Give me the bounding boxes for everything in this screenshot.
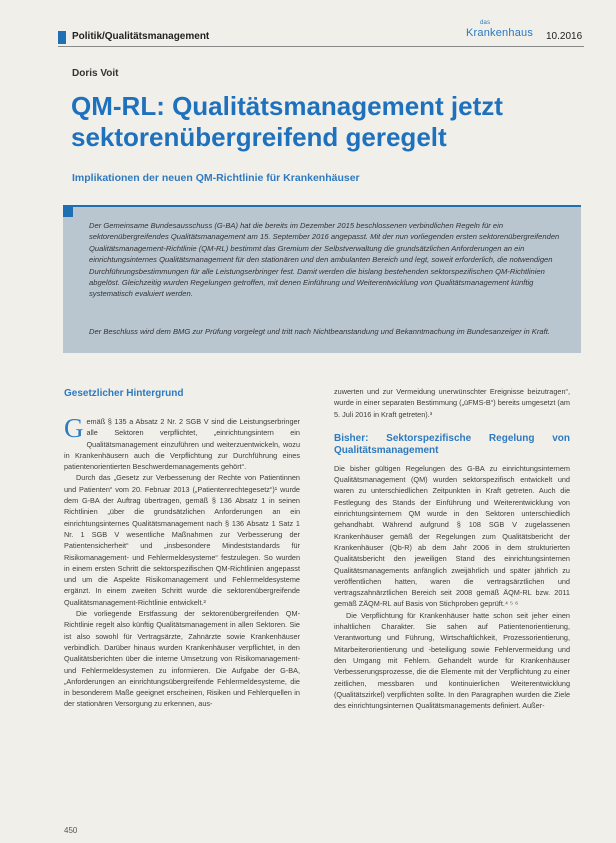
header-divider xyxy=(58,46,584,47)
left-column xyxy=(64,388,300,710)
drop-cap: G xyxy=(64,413,84,443)
body-paragraph: Die bisher gültigen Regelungen des G-BA zu einrichtungsinternem Qualitätsmanagement (QM) wurden sektorspezifisch entwickelt und waren zu unterschiedlichen Zeitpunkten in Kraft getreten. Auch die Festlegung des Stands der Einführung und Weiterentwicklung von einrichtungsinternem QM wurde in den Sektoren unterschiedlich gehandhabt. Während aufgrund § 108 SGB V zugelassenen Krankenhäuser gemäß der Regelungen zum Qualitätsbericht der Krankenhäuser (Qb-R) ab dem Jahr 2006 in dem strukturierten Qualitätsbericht den jeweiligen Stand des einrichtungsinternen Qualitätsmanagements anfänglich zweijährlich und später jährlich zu veröffentlichen hatten, waren die vertragsärztlichen und vertragszahnärztlichen Bereich seit 2008 gemäß ÄQM-RL bzw. 2011 gemäß ZÄQM-RL auf Basis von Stichproben geprüft.⁴ ⁵ ⁶ xyxy=(334,463,570,609)
author-name: Doris Voit xyxy=(72,68,119,79)
page-number: 450 xyxy=(64,826,78,835)
article-title: QM-RL: Qualitätsmanagement jetzt sektorenübergreifend geregelt xyxy=(71,91,503,152)
abstract-marker xyxy=(63,207,73,217)
section-heading-previous: Bisher: Sektorspezifische Regelung von Qualitätsmanagement xyxy=(334,432,570,456)
body-text: emäß § 135 a Absatz 2 Nr. 2 SGB V sind die Leistungserbringer alle Sektoren verpflichtet, „einrichtungsintern ein Qualitätsmanagement einzuführen und weiterzuentwickeln, wozu in Krankenhäusern auch die Verpflichtung zur Durchführung eines patientenorientierten Beschwerdemanagements gehört“. xyxy=(64,417,300,472)
journal-logo-text: Krankenhaus xyxy=(466,27,534,39)
body-paragraph: Durch das „Gesetz zur Verbesserung der Rechte von Patientinnen und Patienten“ vom 20. Februar 2013 („Patientenrechtegesetz“)¹ wurde dem G-BA der Auftrag übertragen, gemäß § 136 Absatz 1 in seinen Richtlinien „über die grundsätzlichen Anforderungen an ein einrichtungsinternes Qualitätsmanagement nach § 136 Absatz 1 Satz 1 Nr. 1 SGB V wesentliche Maßnahmen zur Verbesserung der Patientensicherheit“ und „insbesondere Mindeststandards für Risikomanagement- und Fehlermeldesysteme“ festzulegen. So wurden in einem ersten Schritt die sektorspezifischen QM-Richtlinien angepasst und um die Aspekte Risikomanagement und Fehlermeldesysteme ergänzt. In einem zweiten Schritt wurde die sektorenübergreifende Qualitätsmanagement-Richtlinie entwickelt.² xyxy=(64,473,300,607)
section-label: Politik/Qualitätsmanagement xyxy=(72,31,210,42)
abstract-paragraph-2: Der Beschluss wird dem BMG zur Prüfung vorgelegt und tritt nach Nichtbeanstandung und Bekanntmachung im Bundesanzeiger in Kraft. xyxy=(89,327,550,336)
journal-logo xyxy=(466,20,534,39)
journal-logo-prefix: das xyxy=(480,20,491,26)
section-marker xyxy=(58,31,66,44)
section-heading-background: Gesetzlicher Hintergrund xyxy=(64,388,184,399)
body-paragraph: Die Verpflichtung für Krankenhäuser hatte schon seit jeher einen inhaltlichen Charakter. Sie sahen auf Patientenorientierung, Verantwortung und Führung, Wirtschaftlichkeit, Prozessorientierung, Mitarbeiterorientierung und -beteiligung sowie Fehlervermeidung und den Umgang mit Fehlern. Gehandelt wurde für Krankenhäuser Verbesserungsprozesse, die die Elemente mit der Verpflichtung zu einer zeitlichen, messbaren und kontinuierlichen Weiterentwicklung (Qualitätszirkel) verpflichten sollte. In den Paragraphen wurden die Ziele des einrichtungsinternen Qualitätsmanagements definiert. Außer- xyxy=(334,610,570,711)
article-subtitle: Implikationen der neuen QM-Richtlinie für Krankenhäuser xyxy=(72,172,360,184)
body-paragraph: Die vorliegende Erstfassung der sektorenübergreifenden QM-Richtlinie regelt also künftig Qualitätsmanagement in allen Sektoren. Sie ist also sowohl für Vertragsärzte, Zahnärzte sowie Krankenhäuser verbindlich. Darüber hinaus wurden Krankenhäuser verpflichtet, in den Qualitätsberichten über die interne Umsetzung von Risikomanagement- und Fehlermeldesystemen zu informieren. Die Aufgabe der G-BA, „Anforderungen an einrichtungsübergreifende Fehlermeldesysteme, die in besonderem Maße geeignet erscheinen, Risiken und Fehlerquellen in der stationären Versorgung zu erkennen, aus- xyxy=(64,609,300,709)
right-column xyxy=(334,386,570,711)
body-paragraph xyxy=(64,413,300,472)
body-paragraph: zuwerten und zur Vermeidung unerwünschter Ereignisse beizutragen“, wurde in einer separaten Bestimmung („üFMS-B“) bereits umgesetzt (am 5. Juli 2016 in Kraft getreten).³ xyxy=(334,387,570,419)
abstract-box xyxy=(63,205,581,353)
abstract-paragraph-1: Der Gemeinsame Bundesausschuss (G-BA) hat die bereits im Dezember 2015 beschlossenen verbindlichen Regeln für ein sektorenübergreifendes Qualitätsmanagement am 15. September 2016 angepasst. Mit der nun vorliegenden ersten sektorenübergreifenden Qualitätsmanagement-Richtlinie (QM-RL) bestimmt das Gremium der Selbstverwaltung die grundsätzlichen Anforderungen an ein einrichtungsinternes Qualitätsmanagement für den stationären und den ambulanten Bereich und legt, soweit erforderlich, die notwendigen Durchführungsbestimmungen für alle Leistungserbringer fest. Damit werden die bislang bestehenden sektorspezifischen QM-Richtlinien abgelöst. Gleichzeitig wurden Regelungen getroffen, mit denen Einführung und Weiterentwicklung von Qualitätsmanagement künftig systematisch evaluiert werden. xyxy=(89,221,560,299)
issue-number: 10.2016 xyxy=(546,31,583,42)
